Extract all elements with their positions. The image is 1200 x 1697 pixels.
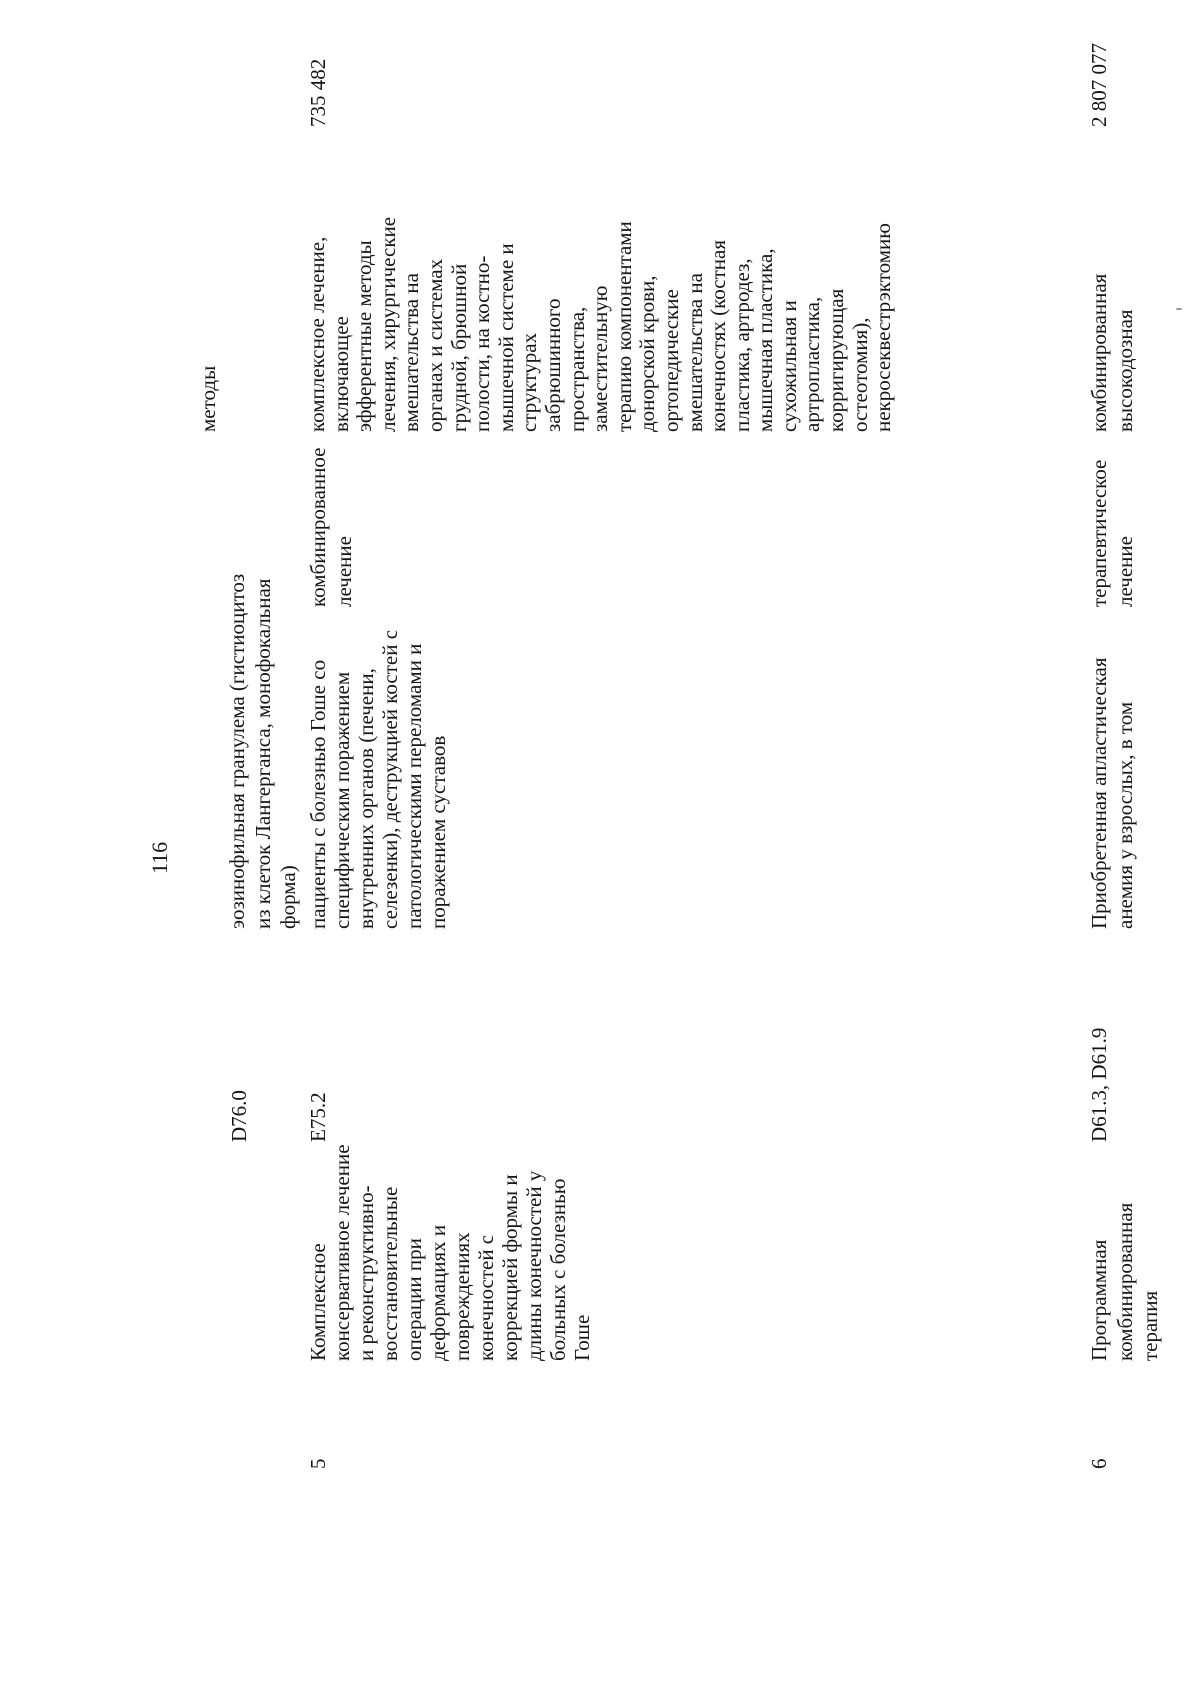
row-6-method: комбинированная высокодозная [1087,273,1137,432]
row-6-model: Приобретенная апластическая анемия у взрослых, в том [1087,657,1137,929]
row-6-treatment-type: терапевтическое лечение [1087,459,1137,607]
row-5-code: E75.2 [306,1092,330,1142]
row-5-treatment-type: комбинированное лечение [306,447,356,607]
continuation-code: D76.0 [227,1090,251,1142]
row-5-name: Комплексное консервативное лечение и реконструктивно-восстановительные операции при деформациях и повреждениях конечностей с коррекцией формы и длины конечностей у больных с болезнью Гоше [306,1144,594,1361]
page-number: 116 [147,841,172,874]
continuation-method: методы [196,365,220,432]
row-6-code: D61.3, D61.9 [1087,1027,1111,1142]
scan-speck [1176,308,1182,310]
row-6-cost: 2 807 077 [1087,43,1111,127]
row-5-method: комплексное лечение, включающее эфферентные методы лечения, хирургические вмешательства на органах и системах грудной, брюшной полости, на костно-мышечной системе и структурах забрюшинного пространства, заместительную терапию компонентами донорской крови, ортопедические вмешательства на конечностях (костная пластика, артродез, мышечная пластика, сухожильная и артропластика, корригирующая остеотомия), некросеквестрэктомию [305,216,896,432]
continuation-diagnosis: эозинофильная гранулема (гистиоцитоз из клеток Лангерганса, монофокальная форма) [225,573,300,929]
row-5-cost: 735 482 [306,58,330,127]
row-6-name: Программная комбинированная терапия [1087,1202,1162,1361]
row-6-number: 6 [1087,1458,1111,1469]
row-5-number: 5 [306,1458,330,1469]
row-5-model: пациенты с болезнью Гоше со специфическим поражением внутренних органов (печени, селезенки), деструкцией костей с патологическими переломами и поражением суставов [306,629,450,929]
